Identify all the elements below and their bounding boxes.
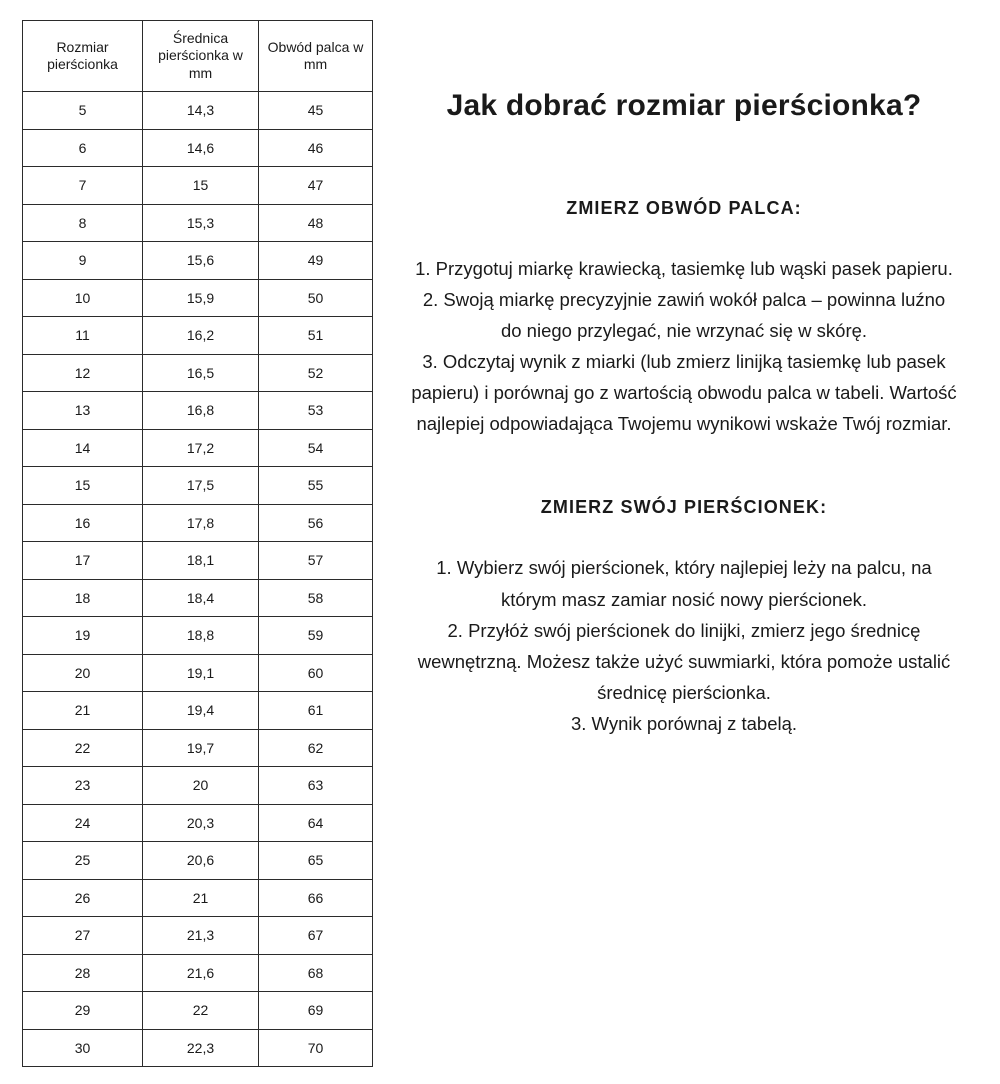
step-text: 3. Odczytaj wynik z miarki (lub zmierz linijką tasiemkę lub pasek papieru) i porównaj go z wartością obwodu palca w tabeli. Wartość najlepiej odpowiadająca Twojemu wynikowi wskaże Twój rozmiar.: [411, 351, 957, 435]
table-row: [23, 992, 373, 1030]
cell-finger-circumference: 58: [259, 579, 373, 617]
cell-ring-size: 18: [23, 579, 143, 617]
cell-finger-circumference: 62: [259, 729, 373, 767]
table-header-row: [23, 21, 373, 92]
cell-ring-diameter: 15,9: [143, 279, 259, 317]
cell-ring-diameter: 18,4: [143, 579, 259, 617]
table-row: [23, 504, 373, 542]
cell-ring-diameter: 19,1: [143, 654, 259, 692]
cell-ring-size: 15: [23, 467, 143, 505]
cell-ring-size: 14: [23, 429, 143, 467]
table-row: [23, 167, 373, 205]
table-row: [23, 129, 373, 167]
cell-ring-size: 30: [23, 1029, 143, 1067]
cell-ring-diameter: 21: [143, 879, 259, 917]
cell-ring-diameter: 19,7: [143, 729, 259, 767]
cell-finger-circumference: 50: [259, 279, 373, 317]
cell-ring-diameter: 20,6: [143, 842, 259, 880]
section-heading-measure-ring: ZMIERZ SWÓJ PIERŚCIONEK:: [540, 497, 828, 518]
cell-finger-circumference: 60: [259, 654, 373, 692]
cell-ring-diameter: 14,3: [143, 92, 259, 130]
cell-ring-diameter: 21,3: [143, 917, 259, 955]
cell-ring-size: 11: [23, 317, 143, 355]
table-row: [23, 954, 373, 992]
cell-ring-diameter: 15,3: [143, 204, 259, 242]
table-row: [23, 767, 373, 805]
cell-ring-size: 22: [23, 729, 143, 767]
cell-finger-circumference: 53: [259, 392, 373, 430]
cell-finger-circumference: 59: [259, 617, 373, 655]
cell-finger-circumference: 66: [259, 879, 373, 917]
cell-ring-diameter: 16,8: [143, 392, 259, 430]
size-table-container: [0, 0, 372, 1067]
cell-ring-diameter: 17,2: [143, 429, 259, 467]
cell-ring-size: 10: [23, 279, 143, 317]
table-row: [23, 279, 373, 317]
cell-finger-circumference: 55: [259, 467, 373, 505]
table-row: [23, 654, 373, 692]
cell-ring-size: 6: [23, 129, 143, 167]
table-row: [23, 1029, 373, 1067]
cell-ring-diameter: 19,4: [143, 692, 259, 730]
cell-finger-circumference: 65: [259, 842, 373, 880]
cell-finger-circumference: 69: [259, 992, 373, 1030]
cell-ring-size: 23: [23, 767, 143, 805]
cell-finger-circumference: 56: [259, 504, 373, 542]
table-row: [23, 879, 373, 917]
cell-ring-diameter: 15,6: [143, 242, 259, 280]
table-row: [23, 692, 373, 730]
cell-ring-diameter: 14,6: [143, 129, 259, 167]
cell-finger-circumference: 46: [259, 129, 373, 167]
cell-ring-diameter: 22,3: [143, 1029, 259, 1067]
cell-finger-circumference: 64: [259, 804, 373, 842]
cell-ring-size: 8: [23, 204, 143, 242]
step-text: 2. Swoją miarkę precyzyjnie zawiń wokół palca – powinna luźno do niego przylegać, nie wrzynać się w skórę.: [422, 289, 946, 342]
column-header-finger-circumference: Obwód palca w mm: [259, 21, 373, 92]
table-row: [23, 617, 373, 655]
cell-ring-size: 13: [23, 392, 143, 430]
cell-ring-diameter: 22: [143, 992, 259, 1030]
table-row: [23, 842, 373, 880]
cell-finger-circumference: 51: [259, 317, 373, 355]
cell-ring-diameter: 17,8: [143, 504, 259, 542]
table-row: [23, 429, 373, 467]
cell-finger-circumference: 49: [259, 242, 373, 280]
table-row: [23, 354, 373, 392]
cell-ring-size: 5: [23, 92, 143, 130]
cell-ring-diameter: 16,5: [143, 354, 259, 392]
cell-ring-size: 26: [23, 879, 143, 917]
cell-finger-circumference: 52: [259, 354, 373, 392]
table-row: [23, 392, 373, 430]
table-row: [23, 729, 373, 767]
cell-ring-size: 27: [23, 917, 143, 955]
step-text: 1. Przygotuj miarkę krawiecką, tasiemkę lub wąski pasek papieru.: [415, 258, 953, 279]
table-row: [23, 467, 373, 505]
cell-finger-circumference: 45: [259, 92, 373, 130]
cell-ring-size: 28: [23, 954, 143, 992]
instructions-container: [372, 0, 1000, 739]
cell-ring-diameter: 15: [143, 167, 259, 205]
cell-finger-circumference: 63: [259, 767, 373, 805]
table-row: [23, 204, 373, 242]
cell-finger-circumference: 54: [259, 429, 373, 467]
step-text: 1. Wybierz swój pierścionek, który najlepiej leży na palcu, na którym masz zamiar nosić nowy pierścionek.: [436, 557, 932, 610]
cell-ring-size: 16: [23, 504, 143, 542]
table-head: [23, 21, 373, 92]
cell-ring-diameter: 17,5: [143, 467, 259, 505]
section-measure-finger-steps: [402, 253, 966, 439]
cell-finger-circumference: 67: [259, 917, 373, 955]
cell-ring-size: 20: [23, 654, 143, 692]
cell-finger-circumference: 57: [259, 542, 373, 580]
cell-finger-circumference: 48: [259, 204, 373, 242]
cell-finger-circumference: 68: [259, 954, 373, 992]
column-header-ring-diameter: Średnica pierścionka w mm: [143, 21, 259, 92]
table-row: [23, 242, 373, 280]
table-row: [23, 92, 373, 130]
cell-ring-diameter: 18,8: [143, 617, 259, 655]
ring-size-table: [22, 20, 373, 1067]
cell-ring-size: 9: [23, 242, 143, 280]
page-title: Jak dobrać rozmiar pierścionka?: [446, 89, 922, 122]
cell-ring-size: 17: [23, 542, 143, 580]
cell-ring-size: 29: [23, 992, 143, 1030]
cell-ring-diameter: 20: [143, 767, 259, 805]
cell-ring-size: 19: [23, 617, 143, 655]
section-measure-ring-steps: [402, 552, 966, 738]
cell-ring-diameter: 20,3: [143, 804, 259, 842]
table-row: [23, 542, 373, 580]
cell-ring-size: 25: [23, 842, 143, 880]
cell-ring-size: 12: [23, 354, 143, 392]
cell-ring-diameter: 21,6: [143, 954, 259, 992]
cell-ring-size: 21: [23, 692, 143, 730]
cell-ring-size: 7: [23, 167, 143, 205]
table-body: [23, 92, 373, 1067]
step-text: 2. Przyłóż swój pierścionek do linijki, zmierz jego średnicę wewnętrzną. Możesz także użyć suwmiarki, która pomoże ustalić średnicę pierścionka.: [417, 619, 951, 703]
table-row: [23, 917, 373, 955]
table-row: [23, 804, 373, 842]
cell-finger-circumference: 61: [259, 692, 373, 730]
table-row: [23, 317, 373, 355]
column-header-ring-size: Rozmiar pierścionka: [23, 21, 143, 92]
cell-finger-circumference: 70: [259, 1029, 373, 1067]
step-text: 3. Wynik porównaj z tabelą.: [570, 712, 798, 734]
cell-ring-size: 24: [23, 804, 143, 842]
cell-ring-diameter: 16,2: [143, 317, 259, 355]
cell-finger-circumference: 47: [259, 167, 373, 205]
cell-ring-diameter: 18,1: [143, 542, 259, 580]
table-row: [23, 579, 373, 617]
section-heading-measure-finger: ZMIERZ OBWÓD PALCA:: [566, 198, 802, 218]
